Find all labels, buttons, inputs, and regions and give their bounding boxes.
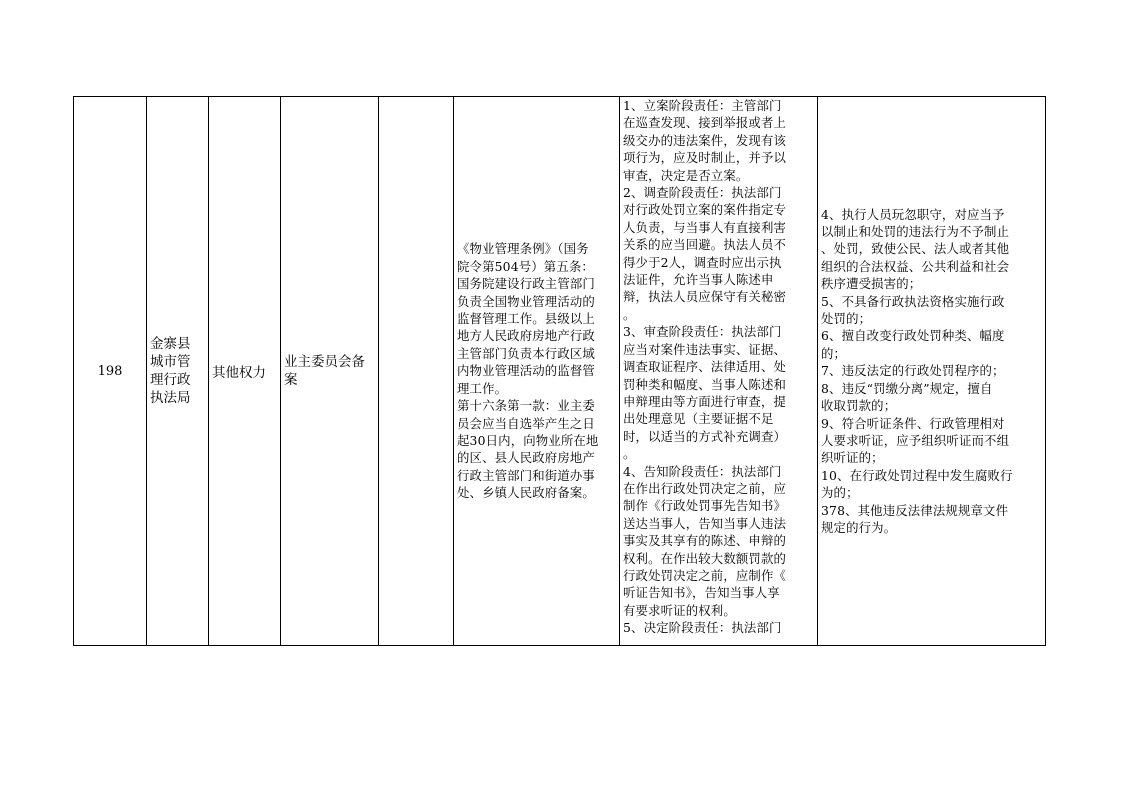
responsibility-line: 有要求听证的权利。 — [623, 602, 736, 618]
liability-line: 7、违反法定的行政处罚程序的； — [821, 363, 1005, 379]
responsibility-text — [620, 97, 817, 645]
responsibility-line: 出处理意见（主要证据不足 — [623, 411, 774, 427]
legal-basis-line: 主管部门负责本行政区域 — [457, 345, 595, 361]
power-list-table — [73, 96, 1046, 646]
liability-text — [818, 206, 1045, 537]
liability-line: 收取罚款的； — [821, 398, 897, 414]
responsibility-line: 制作《行政处罚事先告知书》 — [623, 498, 787, 514]
responsibility-line: 关系的应当回避。执法人员不 — [623, 237, 787, 253]
department-line: 执法局 — [150, 390, 191, 406]
row-number-cell — [74, 97, 147, 646]
responsibility-line: 人负责，与当事人有直接利害 — [623, 219, 787, 235]
responsibility-line: 项行为，应及时制止，并予以 — [623, 150, 787, 166]
row-number: 198 — [97, 363, 123, 379]
liability-line: 为的； — [821, 485, 859, 501]
liability-cell — [818, 97, 1046, 646]
responsibility-line: 调查取证程序、法律适用、处 — [623, 359, 787, 375]
liability-line: 以制止和处罚的违法行为不予制止 — [821, 224, 1010, 240]
responsibility-line: 罚种类和幅度、当事人陈述和 — [623, 376, 787, 392]
responsibility-line: 在作出行政处罚决定之前，应 — [623, 480, 787, 496]
legal-basis-line: 的区、县人民政府房地产 — [457, 450, 595, 466]
responsibility-line: 权利。在作出较大数额罚款的 — [623, 550, 787, 566]
liability-line: 10、在行政处罚过程中发生腐败行 — [821, 467, 1013, 483]
legal-basis-line: 行政主管部门和街道办事 — [457, 467, 595, 483]
liability-line: 织听证的； — [821, 450, 884, 466]
liability-line: 6、擅自改变行政处罚种类、幅度 — [821, 328, 1005, 344]
responsibility-line: 对行政处罚立案的案件指定专 — [623, 202, 787, 218]
responsibility-line: 5、决定阶段责任：执法部门 — [623, 620, 782, 636]
responsibility-line: 事实及其享有的陈述、申辩的 — [623, 533, 787, 549]
legal-basis-text — [454, 240, 619, 501]
responsibility-line: 行政处罚决定之前，应制作《 — [623, 567, 787, 583]
liability-line: 378、其他违反法律法规规章文件 — [821, 502, 1009, 518]
responsibility-line: 在巡查发现、接到举报或者上 — [623, 115, 787, 131]
legal-basis-line: 第十六条第一款：业主委 — [457, 398, 595, 414]
liability-line: 秩序遭受损害的； — [821, 276, 922, 292]
liability-line: 组织的合法权益、公共利益和社会 — [821, 258, 1010, 274]
power-type: 其他权力 — [212, 365, 266, 381]
liability-line: 的； — [821, 345, 847, 361]
legal-basis-line: 院令第504号）第五条： — [457, 258, 594, 274]
responsibility-cell — [620, 97, 818, 646]
department-line: 金寨县 — [150, 336, 191, 352]
legal-basis-line: 《物业管理条例》（国务 — [457, 241, 589, 257]
responsibility-line: 送达当事人，告知当事人违法 — [623, 515, 787, 531]
responsibility-line: 应当对案件违法事实、证据、 — [623, 341, 787, 357]
power-name-line: 业主委员会备 — [284, 354, 365, 370]
responsibility-line: 3、审查阶段责任：执法部门 — [623, 324, 782, 340]
responsibility-line: 。 — [623, 306, 636, 322]
legal-basis-line: 员会应当自选举产生之日 — [457, 415, 595, 431]
legal-basis-line: 内物业管理活动的监督管 — [457, 363, 595, 379]
responsibility-line: 2、调查阶段责任：执法部门 — [623, 185, 782, 201]
department-line: 城市管 — [150, 354, 191, 370]
responsibility-line: 。 — [623, 446, 636, 462]
power-name — [281, 353, 378, 389]
legal-basis-line: 监督管理工作。县级以上 — [457, 311, 595, 327]
liability-line: 处罚的； — [821, 311, 872, 327]
table-row — [74, 97, 1046, 646]
responsibility-line: 申辩理由等方面进行审查，提 — [623, 393, 787, 409]
legal-basis-line: 起30日内，向物业所在地 — [457, 432, 599, 448]
liability-line: 4、执行人员玩忽职守，对应当予 — [821, 206, 1005, 222]
power-type-cell — [209, 97, 281, 646]
liability-line: 人要求听证，应予组织听证而不组 — [821, 432, 1010, 448]
liability-line: 9、符合听证条件、行政管理相对 — [821, 415, 1005, 431]
legal-basis-line: 国务院建设行政主管部门 — [457, 276, 595, 292]
department-line: 理行政 — [150, 372, 191, 388]
empty-cell — [379, 97, 454, 646]
power-name-line: 案 — [284, 372, 298, 388]
legal-basis-line: 理工作。 — [457, 380, 508, 396]
legal-basis-line: 负责全国物业管理活动的 — [457, 293, 595, 309]
legal-basis-line: 处、乡镇人民政府备案。 — [457, 485, 595, 501]
responsibility-line: 法证件，允许当事人陈述申 — [623, 272, 774, 288]
liability-line: 规定的行为。 — [821, 519, 897, 535]
department-cell — [147, 97, 209, 646]
responsibility-line: 4、告知阶段责任：执法部门 — [623, 463, 782, 479]
legal-basis-line: 地方人民政府房地产行政 — [457, 328, 595, 344]
liability-line: 5、不具备行政执法资格实施行政 — [821, 293, 1005, 309]
power-name-cell — [281, 97, 379, 646]
responsibility-line: 审查，决定是否立案。 — [623, 167, 749, 183]
responsibility-line: 级交办的违法案件，发现有该 — [623, 132, 787, 148]
department-name — [147, 335, 208, 407]
responsibility-line: 得少于2人，调查时应出示执 — [623, 254, 782, 270]
responsibility-line: 听证告知书》，告知当事人享 — [623, 585, 780, 601]
liability-line: 8、违反“罚缴分离”规定，擅自 — [821, 380, 993, 396]
responsibility-line: 辩，执法人员应保守有关秘密 — [623, 289, 787, 305]
responsibility-line: 时，以适当的方式补充调查） — [623, 428, 787, 444]
legal-basis-cell — [454, 97, 620, 646]
responsibility-line: 1、立案阶段责任：主管部门 — [623, 98, 782, 113]
liability-line: 、处罚，致使公民、法人或者其他 — [821, 241, 1010, 257]
